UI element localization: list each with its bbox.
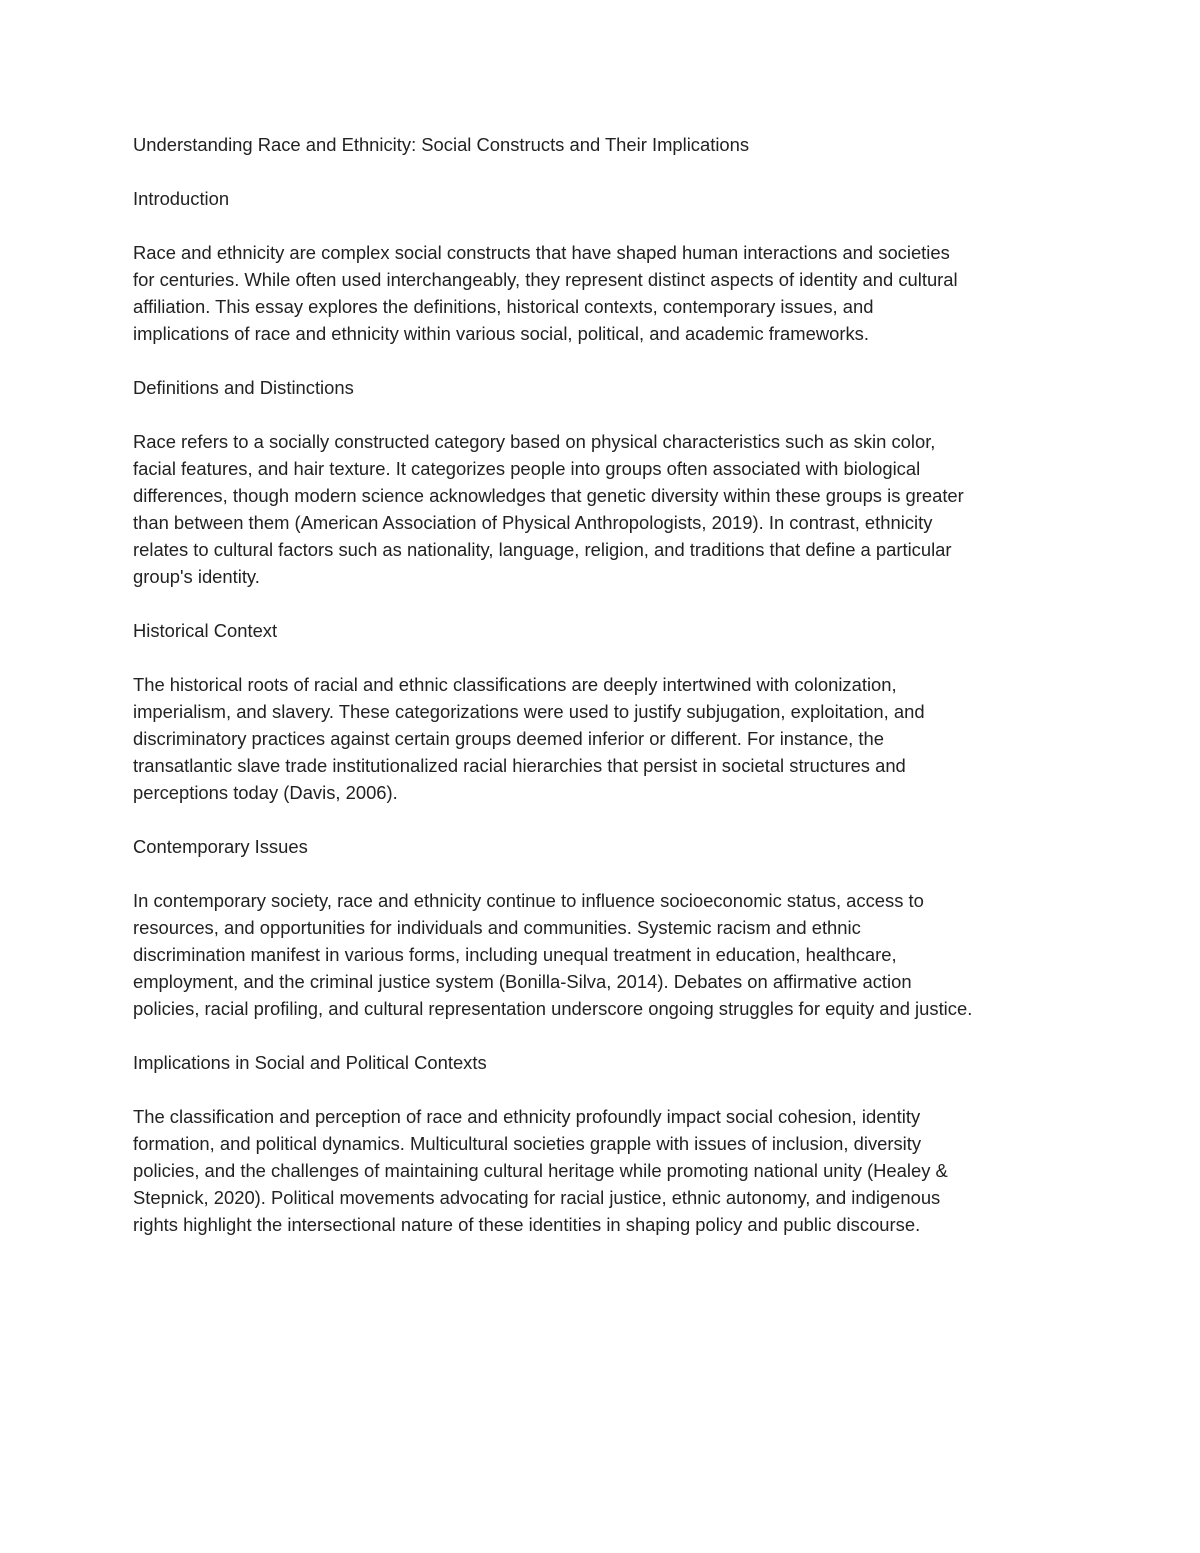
section-paragraph-contemporary-issues: In contemporary society, race and ethnicity continue to influence socioeconomic status, access to resources, and opportunities for individuals and communities. Systemic racism and ethnic discrimination manifest in various forms, including unequal treatment in education, healthcare, employment, and the criminal justice system (Bonilla-Silva, 2014). Debates on affirmative action policies, racial profiling, and cultural representation underscore ongoing struggles for equity and justice. xyxy=(133,890,973,1019)
section-paragraph-implications: The classification and perception of race and ethnicity profoundly impact social cohesion, identity formation, and political dynamics. Multicultural societies grapple with issues of inclusion, diversity policies, and the challenges of maintaining cultural heritage while promoting national unity (Healey & Stepnick, 2020). Political movements advocating for racial justice, ethnic autonomy, and indigenous rights highlight the intersectional nature of these identities in shaping policy and public discourse. xyxy=(133,1106,948,1235)
section-heading-implications: Implications in Social and Political Contexts xyxy=(133,1052,487,1073)
section-heading-definitions: Definitions and Distinctions xyxy=(133,377,354,398)
section-paragraph-introduction: Race and ethnicity are complex social constructs that have shaped human interactions and societies for centuries. While often used interchangeably, they represent distinct aspects of identity and cultural affiliation. This essay explores the definitions, historical contexts, contemporary issues, and implications of race and ethnicity within various social, political, and academic frameworks. xyxy=(133,242,958,344)
section-paragraph-historical-context: The historical roots of racial and ethnic classifications are deeply intertwined with colonization, imperialism, and slavery. These categorizations were used to justify subjugation, exploitation, and discriminatory practices against certain groups deemed inferior or different. For instance, the transatlantic slave trade institutionalized racial hierarchies that persist in societal structures and perceptions today (Davis, 2006). xyxy=(133,674,925,803)
section-heading-introduction: Introduction xyxy=(133,188,230,209)
section-heading-historical-context: Historical Context xyxy=(133,620,278,641)
section-heading-contemporary-issues: Contemporary Issues xyxy=(133,836,308,857)
document-title: Understanding Race and Ethnicity: Social Constructs and Their Implications xyxy=(133,134,750,155)
document-body xyxy=(133,131,973,1265)
section-paragraph-definitions: Race refers to a socially constructed category based on physical characteristics such as skin color, facial features, and hair texture. It categorizes people into groups often associated with biological differences, though modern science acknowledges that genetic diversity within these groups is greater than between them (American Association of Physical Anthropologists, 2019). In contrast, ethnicity relates to cultural factors such as nationality, language, religion, and traditions that define a particular group's identity. xyxy=(133,431,964,587)
